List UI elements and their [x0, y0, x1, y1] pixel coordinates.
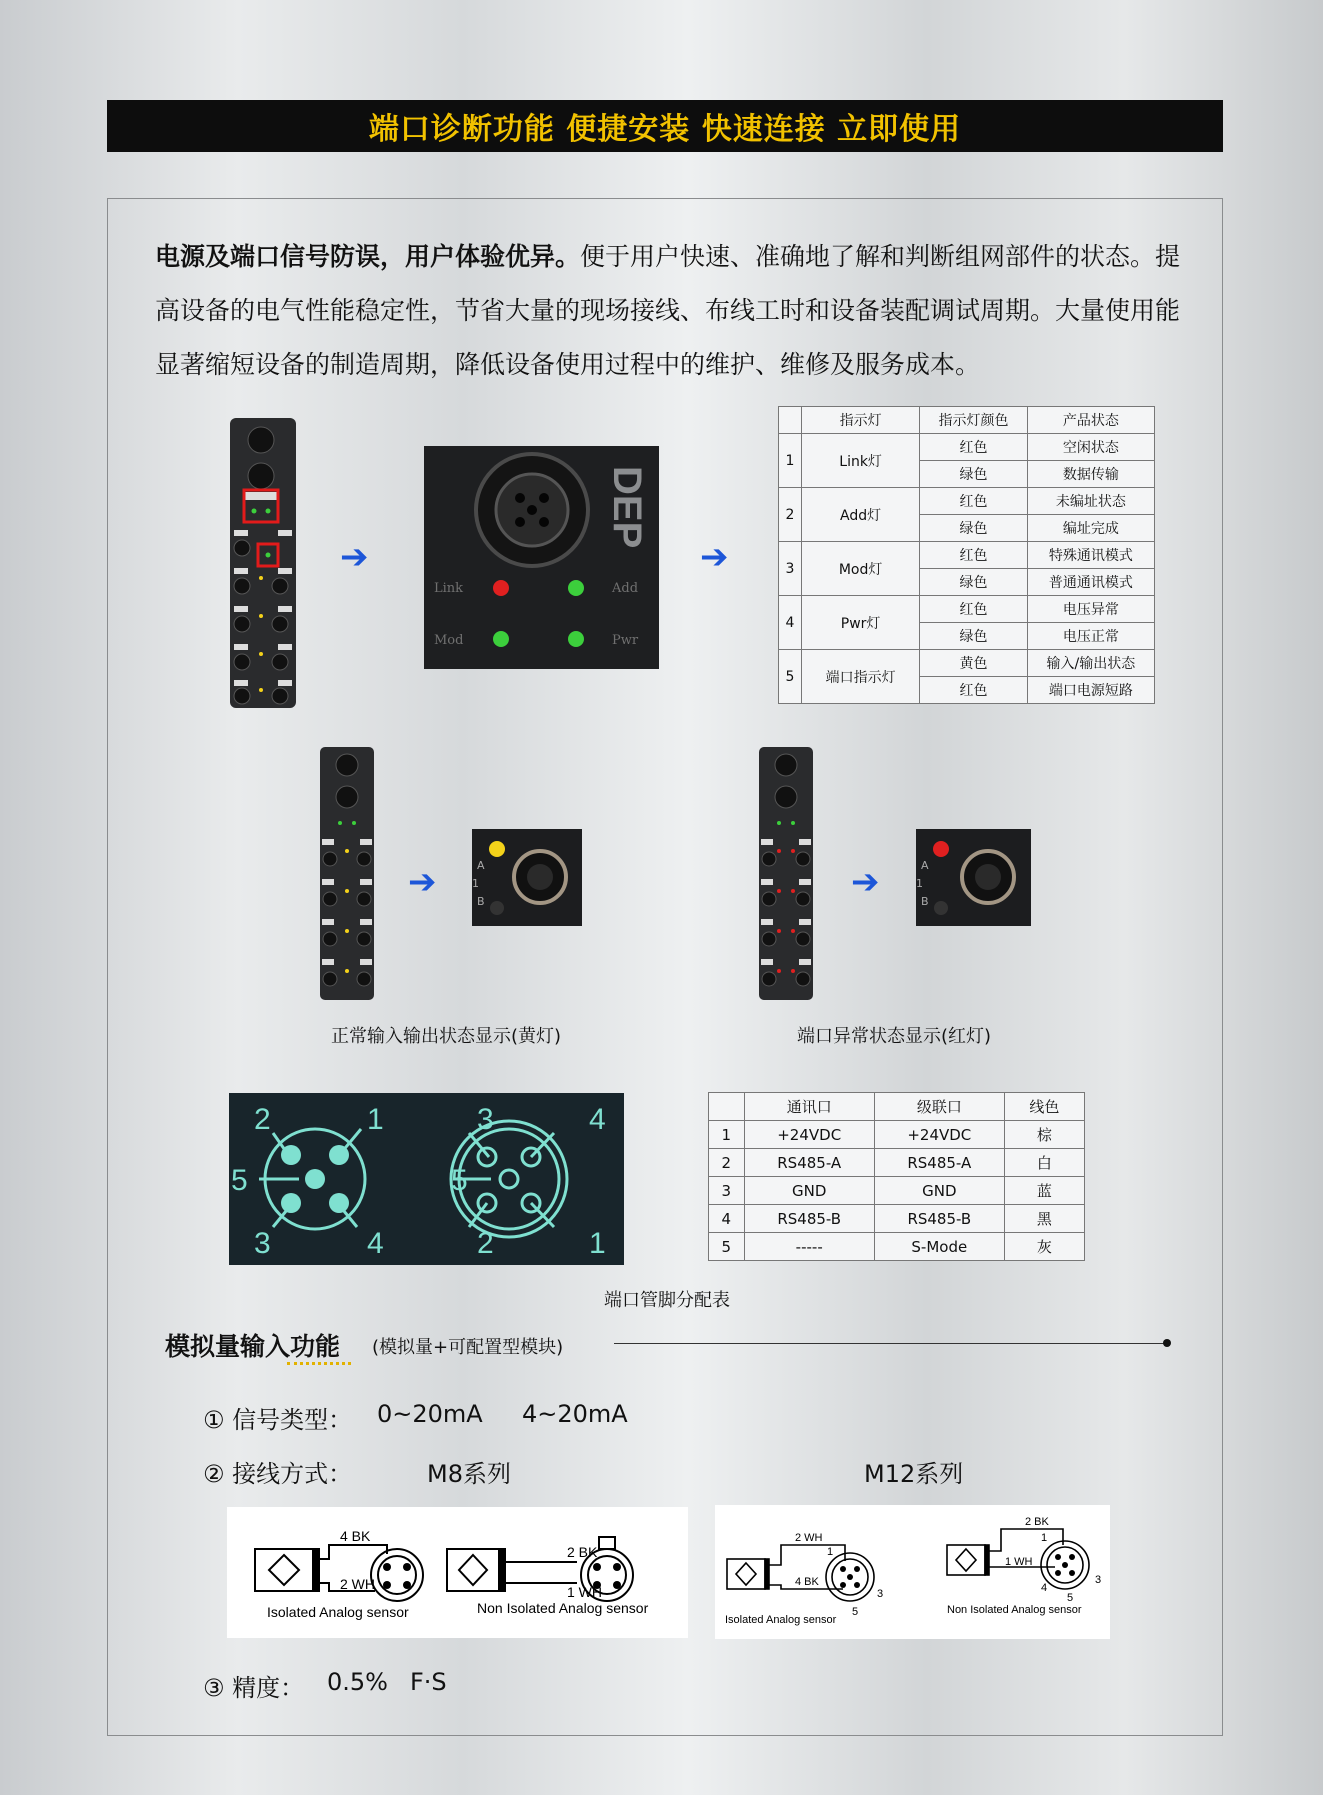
indicator-header-cell: 指示灯颜色 — [920, 407, 1027, 434]
m12-non-label: Non Isolated Analog sensor — [947, 1604, 1082, 1616]
indicator-color: 绿色 — [920, 515, 1027, 542]
indicator-header-cell: 指示灯 — [801, 407, 919, 434]
indicator-header-cell: 产品状态 — [1027, 407, 1154, 434]
indicator-name: Link灯 — [801, 434, 919, 488]
caption-normal: 正常输入输出状态显示(黄灯) — [331, 1026, 562, 1047]
arrow-right-icon: ➔ — [340, 537, 369, 577]
m8-non-wire-1: 2 BK — [567, 1544, 598, 1560]
indicator-color: 绿色 — [920, 623, 1027, 650]
pin-header-cell — [709, 1093, 745, 1121]
indicator-color: 红色 — [920, 488, 1027, 515]
m8-series-label: M8系列 — [427, 1460, 511, 1488]
indicator-state: 未编址状态 — [1027, 488, 1154, 515]
indicator-name: 端口指示灯 — [801, 650, 919, 704]
intro-bold: 电源及端口信号防误，用户体验优异。 — [155, 242, 581, 271]
led-label-link: Link — [434, 581, 464, 596]
pin-right-1: 1 — [589, 1227, 606, 1260]
label-b: B — [477, 895, 485, 908]
port-normal-photo — [472, 829, 582, 926]
indicator-name: Mod灯 — [801, 542, 919, 596]
indicator-name: Add灯 — [801, 488, 919, 542]
pin-right-3: 3 — [477, 1103, 494, 1136]
caption-pinout: 端口管脚分配表 — [604, 1290, 730, 1311]
m12-wiring-box — [715, 1505, 1110, 1639]
table-row — [779, 650, 1155, 677]
analog-subtitle: (模拟量+可配置型模块) — [372, 1337, 564, 1358]
signal-value-1: 0~20mA — [377, 1400, 483, 1428]
pin-cell: RS485-B — [744, 1205, 874, 1233]
title-underline — [287, 1362, 351, 1365]
pwr-led-icon — [568, 631, 584, 647]
pin-header-cell: 通讯口 — [744, 1093, 874, 1121]
port-abnormal-photo — [916, 829, 1031, 926]
indicator-name: Pwr灯 — [801, 596, 919, 650]
pin-cell: GND — [744, 1177, 874, 1205]
divider-line — [614, 1343, 1164, 1344]
pin-header-cell: 级联口 — [874, 1093, 1004, 1121]
indicator-state: 编址完成 — [1027, 515, 1154, 542]
indicator-color: 绿色 — [920, 461, 1027, 488]
m12-non-wire-1: 2 BK — [1025, 1516, 1049, 1528]
pin-cell: RS485-B — [874, 1205, 1004, 1233]
m12-iso-label: Isolated Analog sensor — [725, 1614, 837, 1626]
label-a: A — [477, 859, 485, 872]
table-row — [709, 1121, 1085, 1149]
signal-value-2: 4~20mA — [522, 1400, 628, 1428]
intro-paragraph — [155, 230, 1195, 392]
arrow-right-icon: ➔ — [851, 862, 880, 902]
indicator-color: 绿色 — [920, 569, 1027, 596]
table-row — [779, 596, 1155, 623]
brand-text: DEP — [605, 466, 649, 549]
banner-title: 端口诊断功能 便捷安装 快速连接 立即使用 — [368, 112, 962, 147]
intro-text: 便于用户快速、准确地了解和判断组网部件的状态。提高设备的电气性能稳定性，节省大量的现场接线、布线工时和设备装配调试周期。大量使用能显著缩短设备的制造周期，降低设备使用过程中的维护、维修及服务成本。 — [155, 242, 1181, 379]
led-closeup-photo — [424, 446, 659, 669]
led-closeup-graphic — [424, 446, 659, 669]
wiring-label: ② 接线方式： — [203, 1460, 353, 1488]
indicator-state: 端口电源短路 — [1027, 677, 1154, 704]
pin-diagram — [229, 1093, 624, 1265]
indicator-color: 红色 — [920, 542, 1027, 569]
m8-iso-wire-1: 4 BK — [340, 1528, 371, 1544]
pin-cell: 棕 — [1004, 1121, 1084, 1149]
pin-cell: 白 — [1004, 1149, 1084, 1177]
precision-label: ③ 精度： — [203, 1674, 305, 1702]
pin-cell: S-Mode — [874, 1233, 1004, 1261]
indicator-table-header — [779, 407, 1155, 434]
analog-title: 模拟量输入功能 — [165, 1332, 341, 1361]
m12-iso-pin-3: 3 — [877, 1588, 884, 1600]
pin-cell: RS485-A — [744, 1149, 874, 1177]
m12-wiring-diagram — [715, 1505, 1110, 1639]
pin-left-1: 1 — [367, 1103, 384, 1136]
pin-right-2: 2 — [477, 1227, 494, 1260]
indicator-state: 数据传输 — [1027, 461, 1154, 488]
add-led-icon — [568, 580, 584, 596]
m12-iso-wire-2: 4 BK — [795, 1576, 819, 1588]
red-led-icon — [933, 841, 949, 857]
table-row — [779, 434, 1155, 461]
pin-cell: 3 — [709, 1177, 745, 1205]
indicator-no: 3 — [779, 542, 802, 596]
arrow-right-icon: ➔ — [700, 537, 729, 577]
pin-header-cell: 线色 — [1004, 1093, 1084, 1121]
io-module-abnormal-image — [757, 747, 815, 1000]
indicator-color: 红色 — [920, 596, 1027, 623]
yellow-led-icon — [489, 841, 505, 857]
led-label-mod: Mod — [434, 633, 464, 648]
pin-cell: 黑 — [1004, 1205, 1084, 1233]
table-row — [709, 1205, 1085, 1233]
indicator-state: 电压正常 — [1027, 623, 1154, 650]
m12-non-pin-3: 3 — [1095, 1574, 1102, 1586]
m8-wiring-diagram — [227, 1507, 688, 1638]
indicator-color: 黄色 — [920, 650, 1027, 677]
precision-unit: F·S — [410, 1668, 447, 1696]
pin-cell: 4 — [709, 1205, 745, 1233]
io-module-normal-image — [318, 747, 376, 1000]
pin-cell: 1 — [709, 1121, 745, 1149]
caption-abnormal: 端口异常状态显示(红灯) — [797, 1026, 992, 1047]
pin-left-2: 2 — [254, 1103, 271, 1136]
m12-non-pin-4: 4 — [1041, 1582, 1048, 1594]
pin-cell: 蓝 — [1004, 1177, 1084, 1205]
table-row — [779, 542, 1155, 569]
pin-cell: 灰 — [1004, 1233, 1084, 1261]
label-b: B — [921, 895, 929, 908]
pin-cell: RS485-A — [874, 1149, 1004, 1177]
pin-cell: 5 — [709, 1233, 745, 1261]
pin-cell: +24VDC — [744, 1121, 874, 1149]
mod-led-icon — [493, 631, 509, 647]
pin-left-4: 4 — [367, 1227, 384, 1260]
m12-non-wire-2: 1 WH — [1005, 1556, 1033, 1568]
io-module-image — [228, 418, 298, 708]
m12-series-label: M12系列 — [864, 1460, 964, 1488]
pin-left-5: 5 — [231, 1164, 248, 1197]
indicator-no: 2 — [779, 488, 802, 542]
precision-value: 0.5% — [327, 1668, 388, 1696]
m8-iso-wire-2: 2 WH — [340, 1576, 375, 1592]
indicator-no: 5 — [779, 650, 802, 704]
indicator-color: 红色 — [920, 677, 1027, 704]
m8-wiring-box — [227, 1507, 688, 1638]
pin-table — [708, 1092, 1085, 1261]
indicator-table — [778, 406, 1155, 704]
pin-cell: +24VDC — [874, 1121, 1004, 1149]
table-row — [779, 488, 1155, 515]
pin-left-3: 3 — [254, 1227, 271, 1260]
pin-right-4: 4 — [589, 1103, 606, 1136]
label-a: A — [921, 859, 929, 872]
indicator-state: 特殊通讯模式 — [1027, 542, 1154, 569]
indicator-color: 红色 — [920, 434, 1027, 461]
m12-non-pin-1: 1 — [1041, 1532, 1048, 1544]
m12-iso-pin-5: 5 — [852, 1606, 859, 1618]
table-row — [709, 1149, 1085, 1177]
m12-non-pin-5: 5 — [1067, 1592, 1074, 1604]
m8-iso-label: Isolated Analog sensor — [267, 1604, 409, 1620]
label-1: 1 — [472, 877, 479, 890]
pin-right-5: 5 — [451, 1164, 468, 1197]
indicator-state: 输入/输出状态 — [1027, 650, 1154, 677]
link-led-icon — [493, 580, 509, 596]
pin-cell: 2 — [709, 1149, 745, 1177]
indicator-state: 空闲状态 — [1027, 434, 1154, 461]
indicator-header-cell — [779, 407, 802, 434]
led-label-pwr: Pwr — [612, 633, 639, 648]
table-row — [709, 1177, 1085, 1205]
label-1: 1 — [916, 877, 923, 890]
divider-dot — [1163, 1339, 1171, 1347]
indicator-no: 4 — [779, 596, 802, 650]
pin-table-header — [709, 1093, 1085, 1121]
pin-cell: GND — [874, 1177, 1004, 1205]
indicator-state: 电压异常 — [1027, 596, 1154, 623]
m8-non-wire-2: 1 WH — [567, 1584, 602, 1600]
indicator-state: 普通通讯模式 — [1027, 569, 1154, 596]
led-label-add: Add — [612, 581, 639, 596]
signal-type-label: ① 信号类型： — [203, 1406, 353, 1434]
arrow-right-icon: ➔ — [408, 862, 437, 902]
m8-non-label: Non Isolated Analog sensor — [477, 1600, 649, 1616]
table-row — [709, 1233, 1085, 1261]
indicator-no: 1 — [779, 434, 802, 488]
pin-cell: ----- — [744, 1233, 874, 1261]
m12-iso-pin-1: 1 — [827, 1546, 834, 1558]
header-banner — [107, 100, 1223, 152]
m12-iso-wire-1: 2 WH — [795, 1532, 823, 1544]
